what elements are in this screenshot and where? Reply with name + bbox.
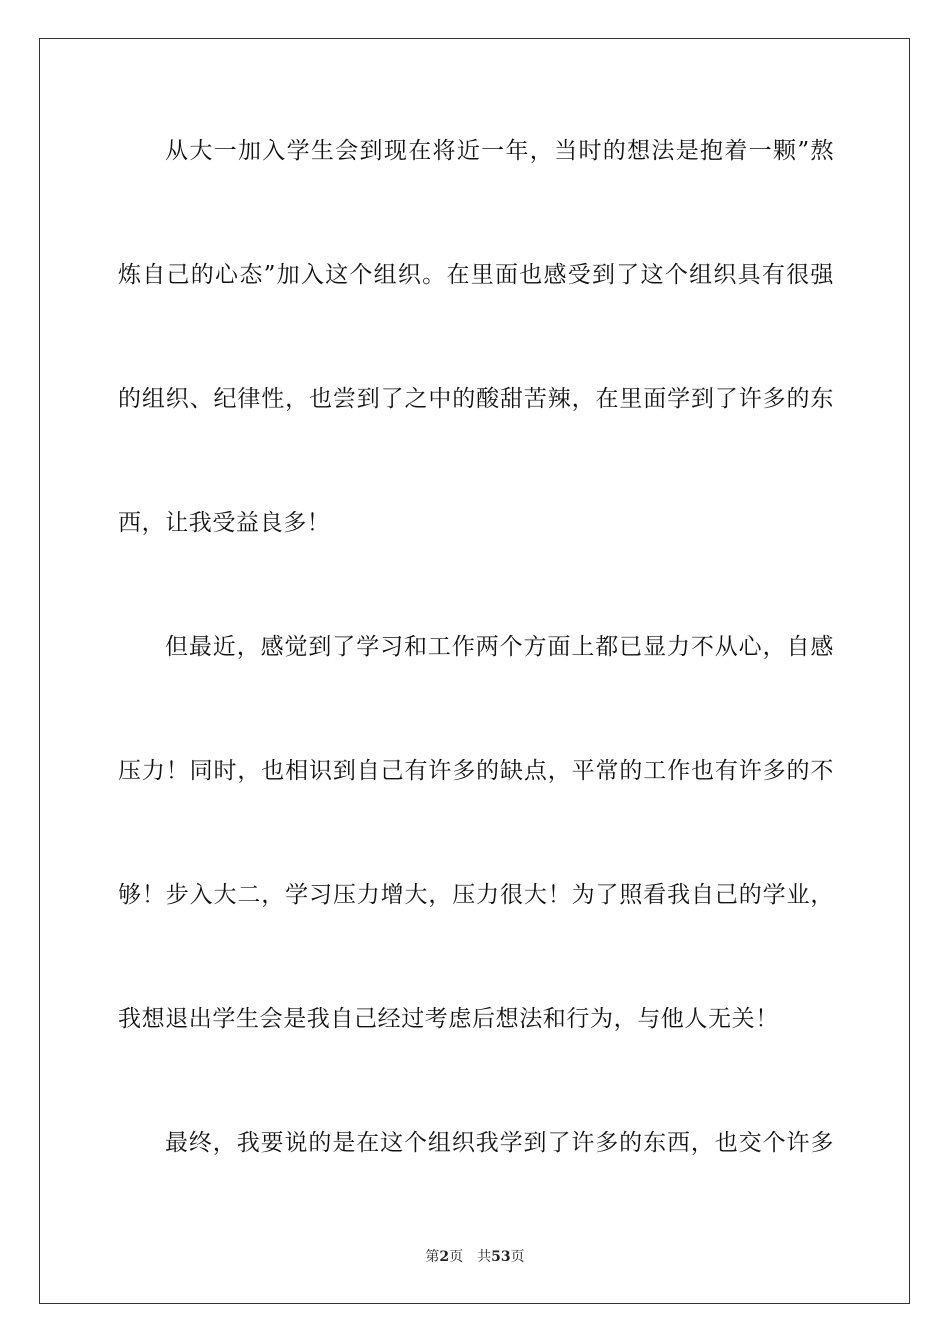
page-footer [0,1248,950,1266]
total-suffix: 页 [510,1249,525,1265]
total-prefix: 共 [477,1249,492,1265]
paragraph-2-line-1: 但最近，感觉到了学习和工作两个方面上都已显力不从心，自感 [165,634,834,660]
paragraph-1-line-3: 的组织、纪律性，也尝到了之中的酸甜苦辣，在里面学到了许多的东 [118,386,834,412]
paragraph-1-line-1: 从大一加入学生会到现在将近一年，当时的想法是抱着一颗”熬 [165,138,834,164]
paragraph-2-line-2: 压力！同时，也相识到自己有许多的缺点，平常的工作也有许多的不 [118,758,834,784]
paragraph-2-line-3: 够！步入大二，学习压力增大，压力很大！为了照看我自己的学业， [118,882,834,908]
total-pages: 53 [491,1249,511,1265]
paragraph-1-line-4: 西，让我受益良多！ [118,510,331,536]
paragraph-2-line-4: 我想退出学生会是我自己经过考虑后想法和行为，与他人无关！ [118,1006,779,1032]
paragraph-3-line-1: 最终，我要说的是在这个组织我学到了许多的东西，也交个许多 [165,1130,834,1156]
page-border [39,38,910,1304]
page-suffix: 页 [449,1249,464,1265]
page-number: 2 [439,1249,450,1265]
paragraph-1-line-2: 炼自己的心态”加入这个组织。在里面也感受到了这个组织具有很强 [118,262,834,288]
page-prefix: 第 [425,1249,440,1265]
